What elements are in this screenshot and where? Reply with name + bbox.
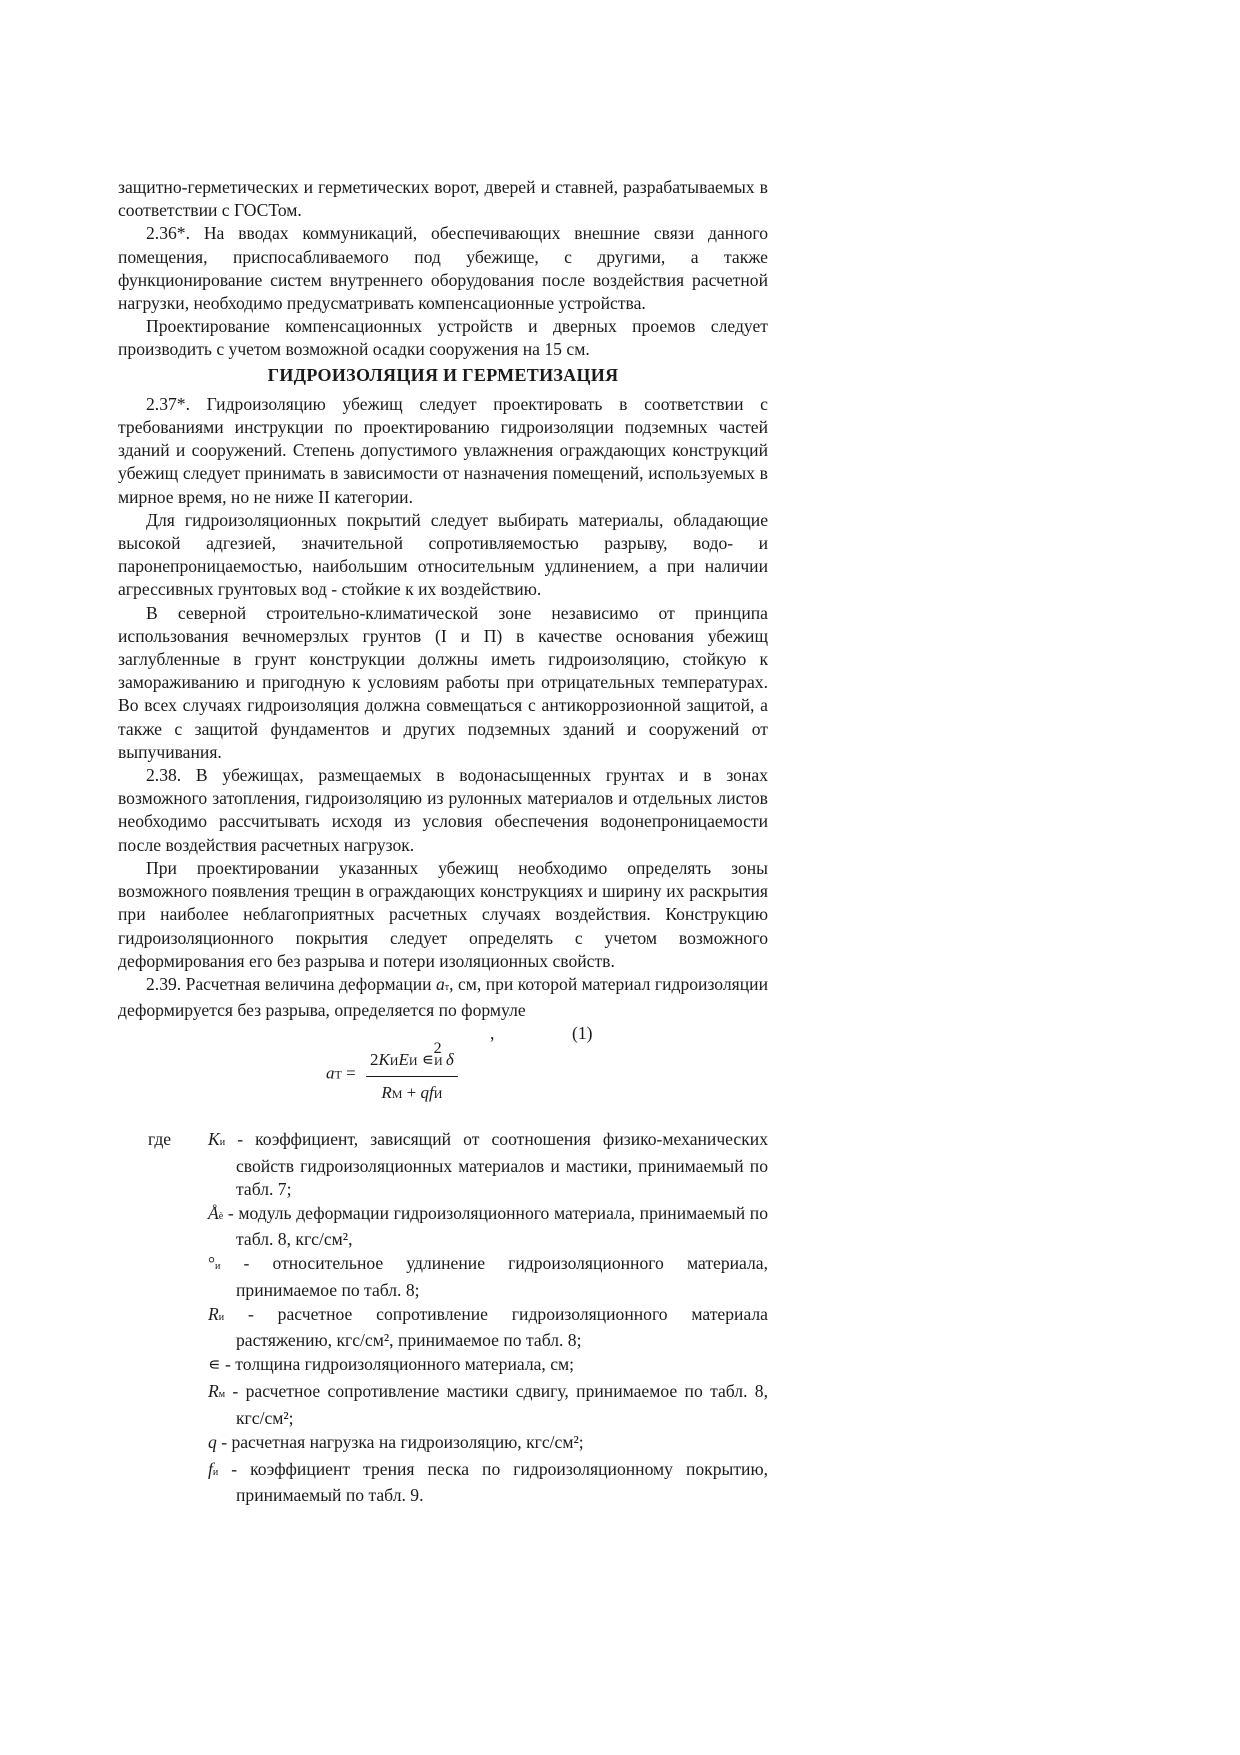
var-e: E — [398, 1050, 409, 1070]
document-page — [118, 176, 768, 1508]
paragraph: защитно-герметических и герметических ворот, дверей и ставней, разрабатываемых в соответствии с ГОСТом. — [118, 177, 768, 221]
legend-item — [118, 1128, 768, 1201]
var-eps: ∊ — [421, 1050, 434, 1070]
subscript: т — [444, 981, 450, 993]
text: 2.39. Расчетная величина деформации — [146, 973, 436, 994]
variable: a — [436, 973, 445, 994]
legend-symbol: q — [208, 1431, 217, 1452]
legend-symbol: ∊ — [208, 1354, 221, 1375]
paragraph: При проектировании указанных убежищ необходимо определять зоны возможного появления трещин в ограждающих конструкциях и ширину их раскрытия при наиболее неблагоприятных расчетных случаях воздействия. Конструкцию гидроизоляционного покрытия следует определять с учетом возможного деформирования его без разрыва и потери изоляционных свойств. — [118, 857, 768, 971]
formula-fraction — [366, 1040, 458, 1105]
section-heading: ГИДРОИЗОЛЯЦИЯ И ГЕРМЕТИЗАЦИЯ — [267, 364, 619, 385]
legend-text: - относительное удлинение гидроизоляционного материала, принимаемое по табл. 8; — [220, 1253, 768, 1300]
legend-symbol: f — [208, 1458, 213, 1479]
sub: M — [391, 1086, 403, 1101]
power: 2 — [433, 1040, 442, 1058]
legend-symbol: R — [208, 1303, 219, 1324]
paragraph: Проектирование компенсационных устройств и дверных проемов следует производить с учетом возможной осадки сооружения на 15 см. — [118, 316, 768, 360]
coef: 2 — [369, 1050, 379, 1070]
formula-denominator — [366, 1073, 458, 1106]
legend-text: - толщина гидроизоляционного материала, см; — [220, 1354, 575, 1375]
sub: И — [433, 1054, 443, 1069]
paragraph: В северной строительно-климатической зоне независимо от принципа использования вечномерзлых грунтов (I и П) в качестве основания убежищ заглубленные в грунт конструкции должны иметь гидроизоляцию, стойкую к замораживанию и пригодную к условиям работы при отрицательных температурах. Во всех случаях гидроизоляция должна совмещаться с антикоррозионной защитой, а также с защитой фундаментов и других подземных зданий и сооружений от выпучивания. — [118, 602, 768, 762]
legend-text: - расчетное сопротивление гидроизоляционного материала растяжению, кгс/см², принимаемое по табл. 8; — [224, 1303, 768, 1350]
legend-sub: и — [215, 1261, 221, 1273]
legend-sub: и — [218, 1311, 225, 1323]
legend-text: - коэффициент, зависящий от соотношения физико-механических свойств гидроизоляционных материалов и мастики, принимаемый по табл. 7; — [225, 1129, 768, 1199]
legend-where: где — [148, 1129, 172, 1150]
equation-number: (1) — [572, 1023, 593, 1044]
legend-sub: è — [218, 1210, 224, 1222]
paragraph-2-37: 2.37*. Гидроизоляцию убежищ следует проектировать в соответствии с требованиями инструкции по проектированию гидроизоляции подземных частей зданий и сооружений. Степень допустимого увлажнения ограждающих конструкций убежищ следует принимать в зависимости от назначения помещений, используемых в мирное время, но не ниже II категории. — [118, 393, 768, 507]
legend-symbol: Å — [208, 1202, 219, 1223]
legend-sub: м — [218, 1389, 226, 1401]
formula-lhs: a — [326, 1063, 335, 1083]
formula-block — [118, 1022, 768, 1128]
formula-equals: = — [346, 1063, 356, 1083]
legend-text: - коэффициент трения песка по гидроизоляционному покрытию, принимаемый по табл. 9. — [218, 1458, 768, 1506]
paragraph-2-39 — [118, 973, 768, 1022]
legend-item — [118, 1353, 768, 1379]
legend-text: - расчетная нагрузка на гидроизоляцию, кгс/см²; — [216, 1431, 584, 1452]
formula-numerator — [366, 1040, 458, 1076]
sub: И — [389, 1054, 399, 1069]
legend-item — [118, 1380, 768, 1429]
legend-text: - модуль деформации гидроизоляционного материала, принимаемый по табл. 8, кгс/см², — [223, 1202, 768, 1250]
var-k: K — [378, 1050, 390, 1070]
legend-item — [118, 1303, 768, 1352]
legend-text: - расчетное сопротивление мастики сдвигу, принимаемое по табл. 8, кгс/см²; — [225, 1381, 768, 1428]
legend-symbol: R — [208, 1381, 219, 1402]
var-delta: δ — [445, 1050, 454, 1070]
sub: И — [408, 1054, 418, 1069]
paragraph: Для гидроизоляционных покрытий следует выбирать материалы, обладающие высокой адгезией, значительной сопротивляемостью разрыву, водо- и паронепроницаемостью, наибольшим относительным удлинением, а при наличии агрессивных грунтовых вод - стойкие к их воздействию. — [118, 509, 768, 600]
legend-symbol: ° — [208, 1253, 216, 1274]
paragraph-2-38: 2.38. В убежищах, размещаемых в водонасыщенных грунтах и в зонах возможного затопления, гидроизоляцию из рулонных материалов и отдельных листов необходимо рассчитывать исходя из условия обеспечения водонепроницаемости после воздействия расчетных нагрузок. — [118, 765, 768, 855]
legend-sub: и — [219, 1137, 226, 1149]
sub: И — [433, 1086, 443, 1101]
legend-item — [118, 1202, 768, 1251]
legend-item — [118, 1252, 768, 1301]
formula-legend — [118, 1128, 768, 1507]
legend-symbol: K — [208, 1129, 220, 1150]
plus: + — [406, 1082, 417, 1102]
formula — [326, 1040, 458, 1105]
formula-lhs-sub: T — [334, 1067, 342, 1082]
text: , см, при которой материал гидроизоляции деформируется без разрыва, определяется по формуле — [118, 973, 768, 1021]
var-r: R — [381, 1082, 392, 1102]
formula-comma: , — [490, 1023, 495, 1044]
legend-item — [118, 1458, 768, 1507]
legend-sub: и — [212, 1466, 219, 1478]
legend-item — [118, 1431, 768, 1457]
var-qf: qf — [420, 1082, 434, 1102]
paragraph-2-36: 2.36*. На вводах коммуникаций, обеспечивающих внешние связи данного помещения, приспосабливаемого под убежище, с другими, а также функционирование систем внутреннего оборудования после воздействия расчетной нагрузки, необходимо предусматривать компенсационные устройства. — [118, 223, 768, 314]
